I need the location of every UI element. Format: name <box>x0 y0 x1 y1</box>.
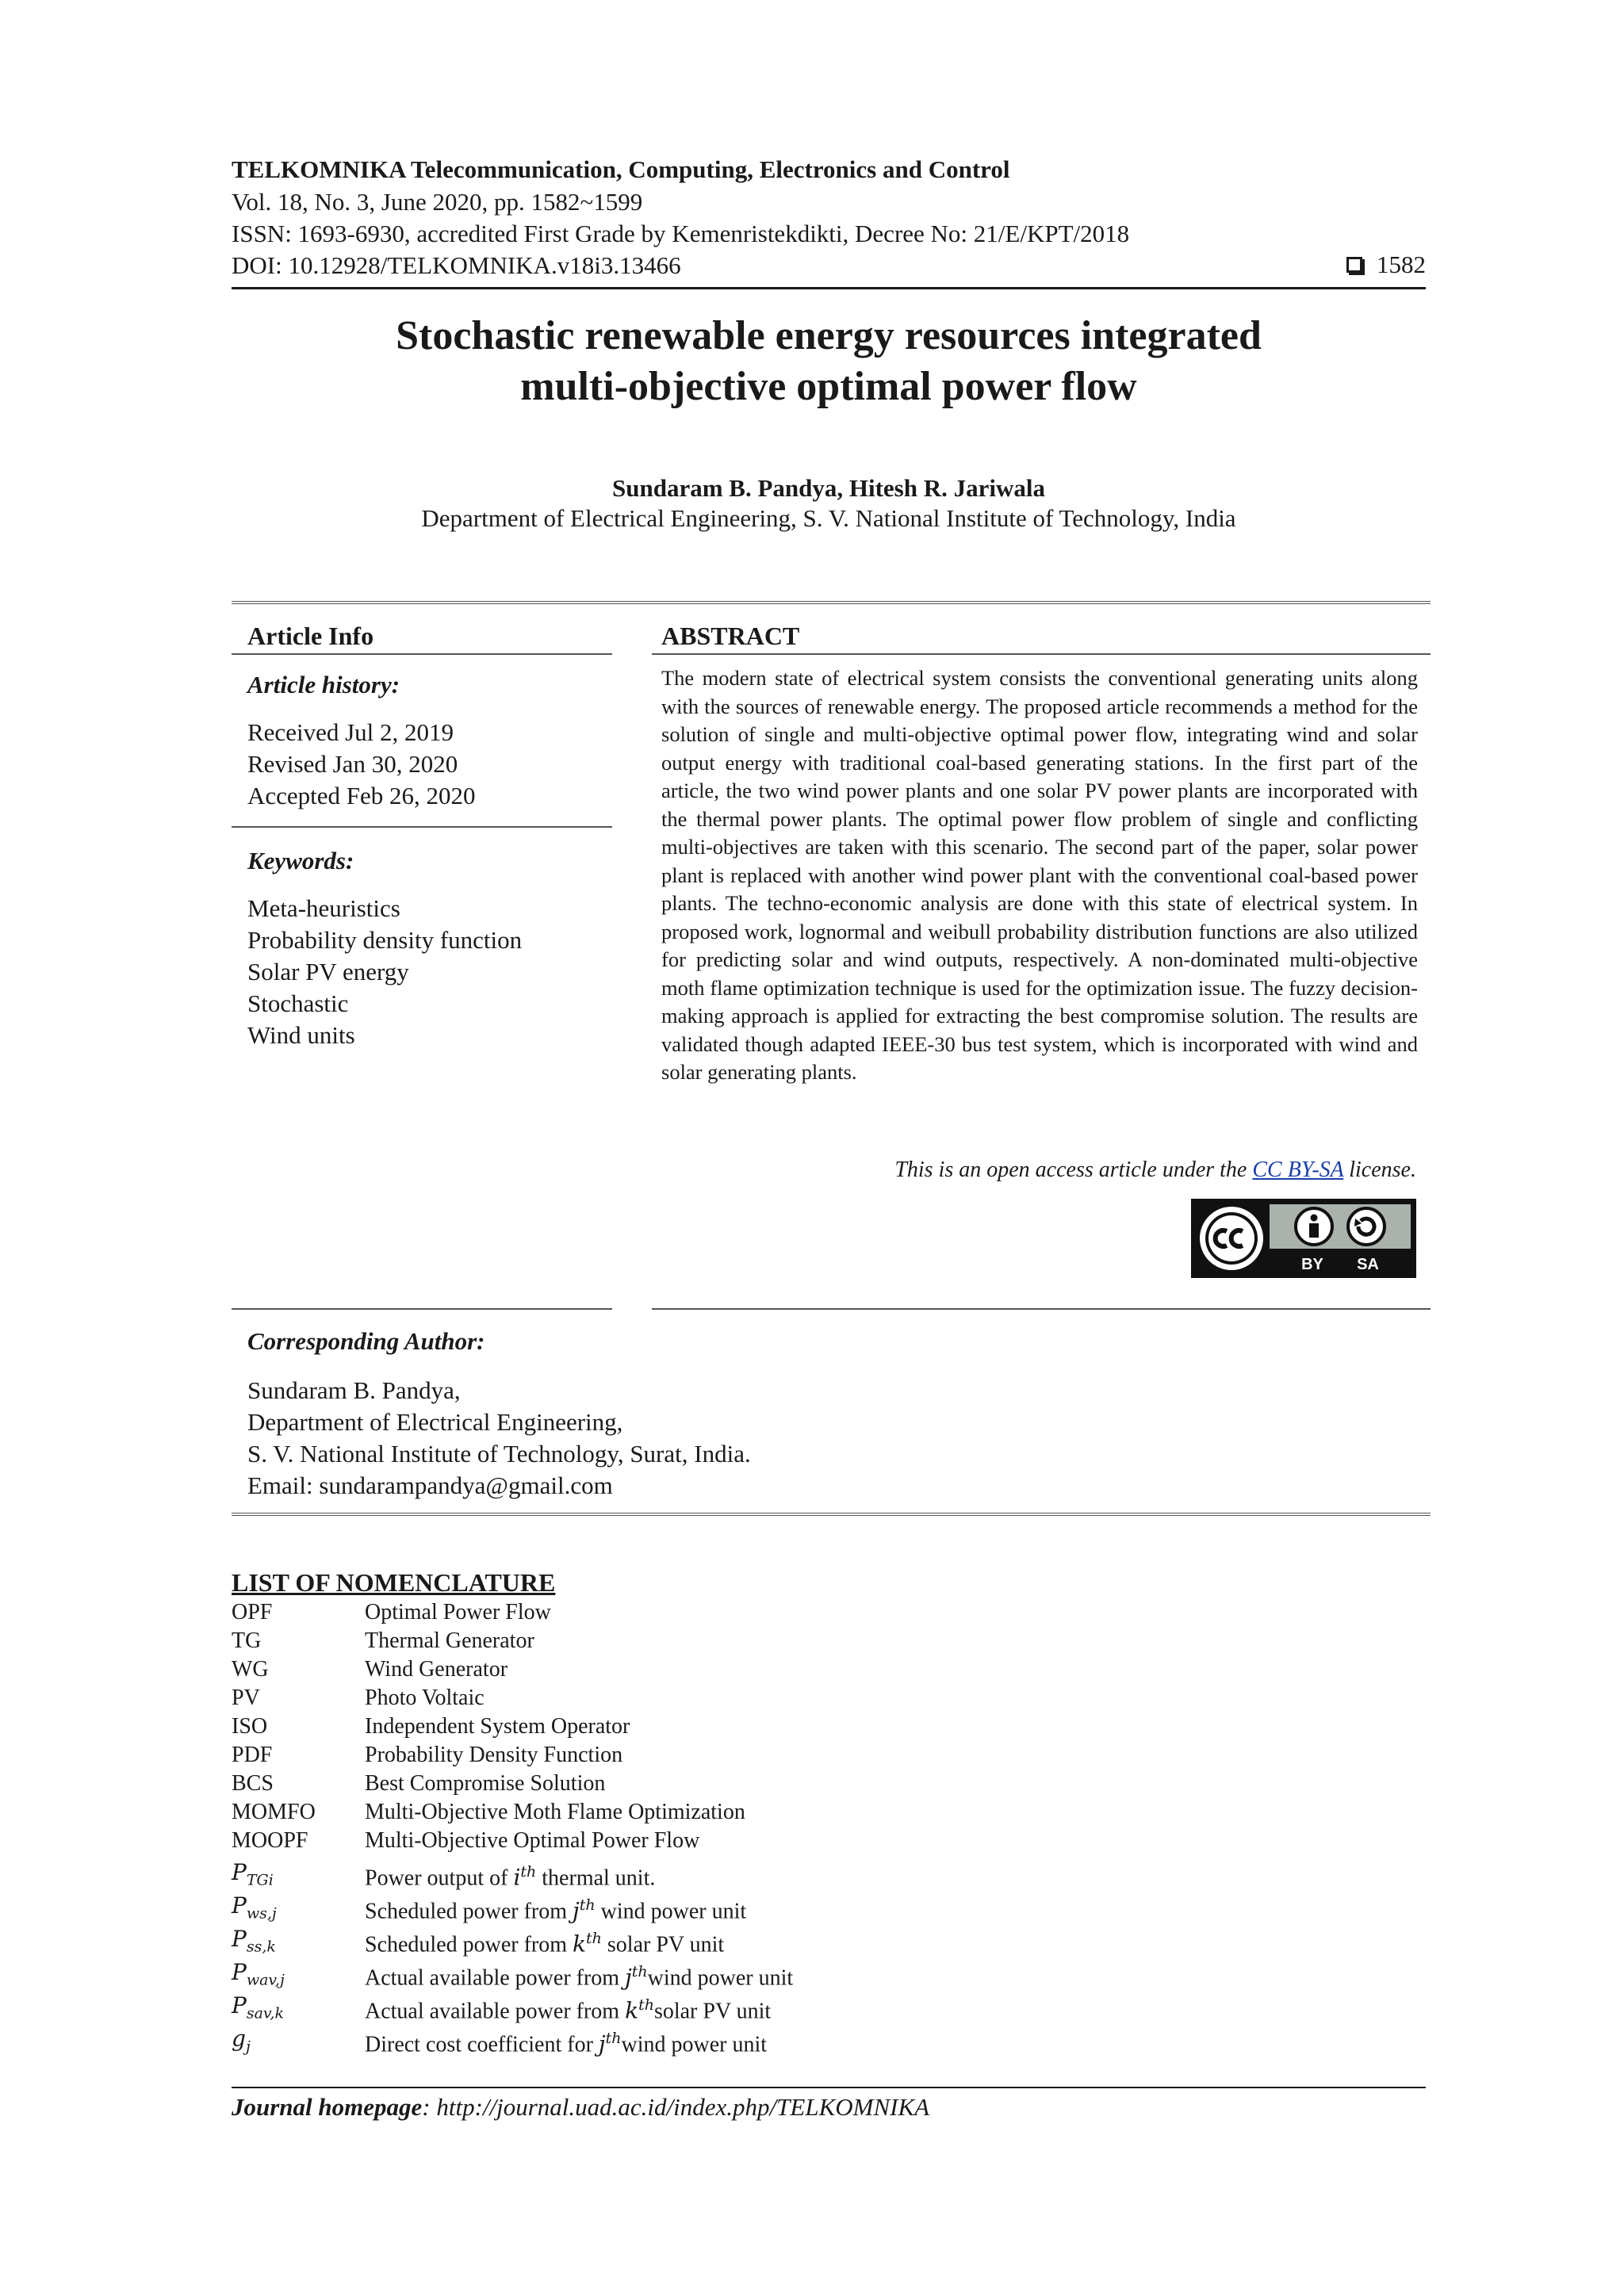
info-bottom-rule-left <box>232 1308 612 1310</box>
keyword: Meta-heuristics <box>247 894 400 922</box>
info-top-rule <box>232 601 1431 604</box>
cc-logo-icon <box>1200 1207 1263 1270</box>
corresponding-block <box>247 1375 751 1502</box>
keyword: Stochastic <box>247 989 349 1017</box>
history-heading: Article history: <box>247 671 400 698</box>
doi-line: DOI: 10.12928/TELKOMNIKA.v18i3.13466 <box>232 251 681 279</box>
page-number: 1582 <box>1377 251 1426 278</box>
nomenclature-row: TG Thermal Generator <box>232 1628 534 1653</box>
nomenclature-row: BCS Best Compromise Solution <box>232 1771 606 1796</box>
keywords-heading: Keywords: <box>247 847 354 874</box>
nomenclature-row: ISO Independent System Operator <box>232 1714 630 1739</box>
cc-by-sa-link[interactable]: CC BY-SA <box>1252 1158 1344 1182</box>
history-block <box>247 717 476 812</box>
nomenclature-row: WG Wind Generator <box>232 1657 508 1682</box>
article-info-heading: Article Info <box>247 622 374 650</box>
corresponding-name: Sundaram B. Pandya, <box>247 1376 461 1404</box>
nomenclature-math-row: $P_{wav,j}$ Actual available power from $j^{th}wind$ power unit <box>232 1959 794 1991</box>
nomenclature-math-row: $g_j$ Direct cost coefficient for $j^{th}wind$ power unit <box>232 2026 767 2057</box>
square-bullet-icon <box>1346 257 1362 273</box>
by-attribution-icon <box>1296 1208 1332 1245</box>
header-rule <box>232 287 1426 289</box>
corresponding-email: Email: sundarampandya@gmail.com <box>247 1471 613 1499</box>
abstract-rule <box>652 653 1431 655</box>
nomenclature-math-row: $P_{ss,k}$ Scheduled power from $k^{th}$ solar PV unit <box>232 1926 725 1957</box>
nomenclature-math-row: $P_{ws,j}$ Scheduled power from $j^{th}$ wind power unit <box>232 1892 747 1924</box>
badge-by-label: BY <box>1301 1256 1323 1273</box>
nomenclature-row: MOOPF Multi-Objective Optimal Power Flow <box>232 1828 700 1853</box>
received-date: Received Jul 2, 2019 <box>247 718 454 746</box>
revised-date: Revised Jan 30, 2020 <box>247 750 458 778</box>
keyword: Wind units <box>247 1021 355 1049</box>
keywords-list <box>247 893 522 1051</box>
nomenclature-row: MOMFO Multi-Objective Moth Flame Optimization <box>232 1800 745 1824</box>
info-bottom-rule-right <box>652 1308 1431 1310</box>
cc-by-sa-badge[interactable] <box>1191 1199 1416 1278</box>
badge-sa-label: SA <box>1357 1256 1379 1273</box>
title-line-1: Stochastic renewable energy resources integrated <box>396 313 1262 358</box>
affiliation: Department of Electrical Engineering, S. V. National Institute of Technology, India <box>421 504 1236 532</box>
corresponding-dept: Department of Electrical Engineering, <box>247 1408 623 1436</box>
keywords-rule <box>232 826 612 828</box>
cc-badge-graphic <box>1193 1201 1414 1276</box>
volume-line: Vol. 18, No. 3, June 2020, pp. 1582~1599 <box>232 188 643 216</box>
nomenclature-heading: LIST OF NOMENCLATURE <box>232 1568 556 1597</box>
journal-name: TELKOMNIKA Telecommunication, Computing, Electronics and Control <box>232 155 1010 183</box>
keyword: Solar PV energy <box>247 958 409 985</box>
page-number-box <box>1346 251 1426 279</box>
abstract-text: The modern state of electrical system consists the conventional generating units along with the sources of renewable energy. The proposed article recommends a method for the solution of single and multi-objective optimal power flow, integrating wind and solar output energy with traditional coal-based generating stations. In the first part of the article, the two wind power plants and one solar PV power plants are incorporated with the thermal power plants. The optimal power flow problem of single and conflicting multi-objectives are taken with this scenario. The second part of the paper, solar power plant is replaced with another wind power plant with the conventional coal-based power plants. The techno-economic analysis are done with this state of electrical system. In proposed work, lognormal and weibull probability distribution functions are also utilized for predicting solar and wind outputs, respectively. A non-dominated multi-objective moth flame optimization technique is used for the optimization issue. The fuzzy decision-making approach is applied for extracting the best compromise solution. The results are validated though adapted IEEE-30 bus test system, which is incorporated with wind and solar generating plants. <box>661 666 1418 1084</box>
footer-rule <box>232 2087 1426 2088</box>
nomenclature-row: PDF Probability Density Function <box>232 1743 623 1767</box>
abstract-heading: ABSTRACT <box>661 622 800 650</box>
nomenclature-row: PV Photo Voltaic <box>232 1686 485 1710</box>
corresponding-heading: Corresponding Author: <box>247 1327 485 1355</box>
corresponding-institute: S. V. National Institute of Technology, Surat, India. <box>247 1440 751 1468</box>
open-access-line: This is an open access article under the CC BY-SA license. <box>894 1158 1416 1182</box>
article-info-rule <box>232 653 612 655</box>
issn-line: ISSN: 1693-6930, accredited First Grade by Kemenristekdikti, Decree No: 21/E/KPT/2018 <box>232 220 1130 247</box>
title-line-2: multi-objective optimal power flow <box>520 364 1137 409</box>
sa-share-alike-icon <box>1348 1208 1385 1245</box>
nomenclature-math-row: $P_{TGi}$ Power output of $i^{th}$ thermal unit. <box>232 1859 656 1891</box>
info-box-bottom-rule <box>232 1513 1431 1516</box>
nomenclature-row: OPF Optimal Power Flow <box>232 1600 551 1624</box>
journal-homepage-footer <box>232 2093 929 2122</box>
accepted-date: Accepted Feb 26, 2020 <box>247 782 476 809</box>
nomenclature-math-row: $P_{sav,k}$ Actual available power from $k^{th}solar$ PV unit <box>232 1992 772 2024</box>
keyword: Probability density function <box>247 926 523 954</box>
footer-label: Journal homepage <box>232 2093 423 2121</box>
authors: Sundaram B. Pandya, Hitesh R. Jariwala <box>611 474 1045 502</box>
paper-title <box>232 311 1426 412</box>
footer-url[interactable]: : http://journal.uad.ac.id/index.php/TELKOMNIKA <box>422 2093 930 2121</box>
